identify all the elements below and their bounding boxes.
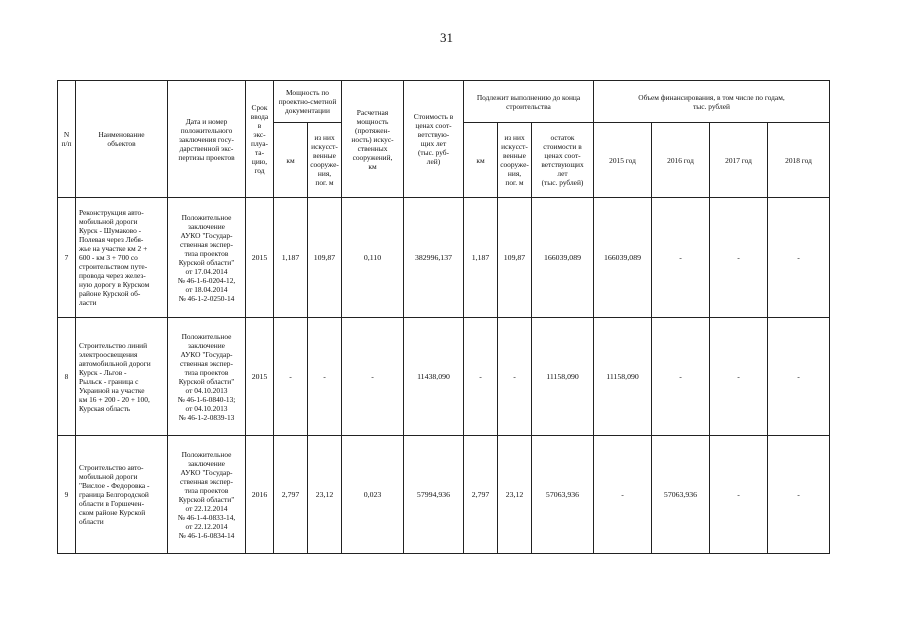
header-financing: Объем финансирования, в том числе по годам, тыс. рублей xyxy=(594,81,830,123)
row-calc: - xyxy=(342,318,404,436)
row-cost: 382996,137 xyxy=(404,198,464,318)
table-row xyxy=(58,318,830,436)
row-n: 7 xyxy=(58,198,76,318)
page-number: 31 xyxy=(440,30,453,45)
header-year-2018: 2018 год xyxy=(768,123,830,198)
header-remainder-cost: остаток стоимости в ценах соот- ветствующих лет (тыс. рублей) xyxy=(532,123,594,198)
row-km-remaining: 2,797 xyxy=(464,436,498,554)
header-year-2017: 2017 год xyxy=(710,123,768,198)
header-remaining: Подлежит выполнению до конца строительства xyxy=(464,81,594,123)
header-artificial-remaining: из них искусст- венные сооруже- ния, пог. м xyxy=(498,123,532,198)
header-artificial: из них искусст- венные сооруже- ния, пог. м xyxy=(308,123,342,198)
row-y2018: - xyxy=(768,198,830,318)
row-term: 2016 xyxy=(246,436,274,554)
row-km: 1,187 xyxy=(274,198,308,318)
row-y2017: - xyxy=(710,436,768,554)
row-artificial: 109,87 xyxy=(308,198,342,318)
row-y2017: - xyxy=(710,198,768,318)
row-y2016: - xyxy=(652,318,710,436)
row-calc: 0,023 xyxy=(342,436,404,554)
header-cost: Стоимость в ценах соот- ветствую- щих лет (тыс. руб- лей) xyxy=(404,81,464,198)
row-cost: 57994,936 xyxy=(404,436,464,554)
row-y2015: 166039,089 xyxy=(594,198,652,318)
row-remainder: 57063,936 xyxy=(532,436,594,554)
row-conclusion: Положительное заключение АУКО "Государ- ственная экспер- тиза проектов Курской области" от 04.10.2013 № 46-1-6-0840-13; от 04.10.2013 № 46-1-2-0839-13 xyxy=(168,318,246,436)
header-km-remaining: км xyxy=(464,123,498,198)
header-year-2016: 2016 год xyxy=(652,123,710,198)
header-year-2015: 2015 год xyxy=(594,123,652,198)
row-cost: 11438,090 xyxy=(404,318,464,436)
row-term: 2015 xyxy=(246,318,274,436)
header-calc-capacity: Расчетная мощность (протяжен- ность) искус- ственных сооружений, км xyxy=(342,81,404,198)
row-km: 2,797 xyxy=(274,436,308,554)
row-y2017: - xyxy=(710,318,768,436)
row-conclusion: Положительное заключение АУКО "Государ- ственная экспер- тиза проектов Курской области" от 22.12.2014 № 46-1-4-0833-14, от 22.12.2014 № 46-1-6-0834-14 xyxy=(168,436,246,554)
header-row-1 xyxy=(58,81,830,123)
construction-objects-table xyxy=(57,80,830,554)
header-km: км xyxy=(274,123,308,198)
row-km-remaining: - xyxy=(464,318,498,436)
row-km-remaining: 1,187 xyxy=(464,198,498,318)
row-y2015: 11158,090 xyxy=(594,318,652,436)
row-artificial-remaining: 23,12 xyxy=(498,436,532,554)
row-calc: 0,110 xyxy=(342,198,404,318)
row-artificial-remaining: 109,87 xyxy=(498,198,532,318)
row-remainder: 166039,089 xyxy=(532,198,594,318)
header-n: N п/п xyxy=(58,81,76,198)
row-conclusion: Положительное заключение АУКО "Государ- ственная экспер- тиза проектов Курской области" от 17.04.2014 № 46-1-6-0204-12, от 18.04.2014 № 46-1-2-0250-14 xyxy=(168,198,246,318)
row-y2016: 57063,936 xyxy=(652,436,710,554)
header-name: Наименование объектов xyxy=(76,81,168,198)
row-name: Строительство линий электроосвещения автомобильной дороги Курск - Льгов - Рыльск - граница с Украиной на участке км 16 + 200 - 20 + 100, Курская область xyxy=(76,318,168,436)
row-n: 9 xyxy=(58,436,76,554)
table-row xyxy=(58,436,830,554)
header-design-capacity: Мощность по проектно-сметной документации xyxy=(274,81,342,123)
row-n: 8 xyxy=(58,318,76,436)
row-y2018: - xyxy=(768,318,830,436)
row-y2018: - xyxy=(768,436,830,554)
row-artificial: 23,12 xyxy=(308,436,342,554)
row-artificial: - xyxy=(308,318,342,436)
row-name: Строительство авто- мобильной дороги "Вислое - Федоровка - граница Белгородской области в Горшечен- ском районе Курской области xyxy=(76,436,168,554)
row-y2015: - xyxy=(594,436,652,554)
row-km: - xyxy=(274,318,308,436)
row-name: Реконструкция авто- мобильной дороги Курск - Шумаково - Полевая через Лебя- жье на участке км 2 + 600 - км 3 + 700 со строительством путе- провода через желез- ную дорогу в Курском районе Курской об- ласти xyxy=(76,198,168,318)
header-term: Срок ввода в экс- плуа- та- цию, год xyxy=(246,81,274,198)
table-row xyxy=(58,198,830,318)
header-conclusion: Дата и номер положительного заключения госу- дарственной экс- пертизы проектов xyxy=(168,81,246,198)
row-y2016: - xyxy=(652,198,710,318)
row-remainder: 11158,090 xyxy=(532,318,594,436)
row-term: 2015 xyxy=(246,198,274,318)
row-artificial-remaining: - xyxy=(498,318,532,436)
